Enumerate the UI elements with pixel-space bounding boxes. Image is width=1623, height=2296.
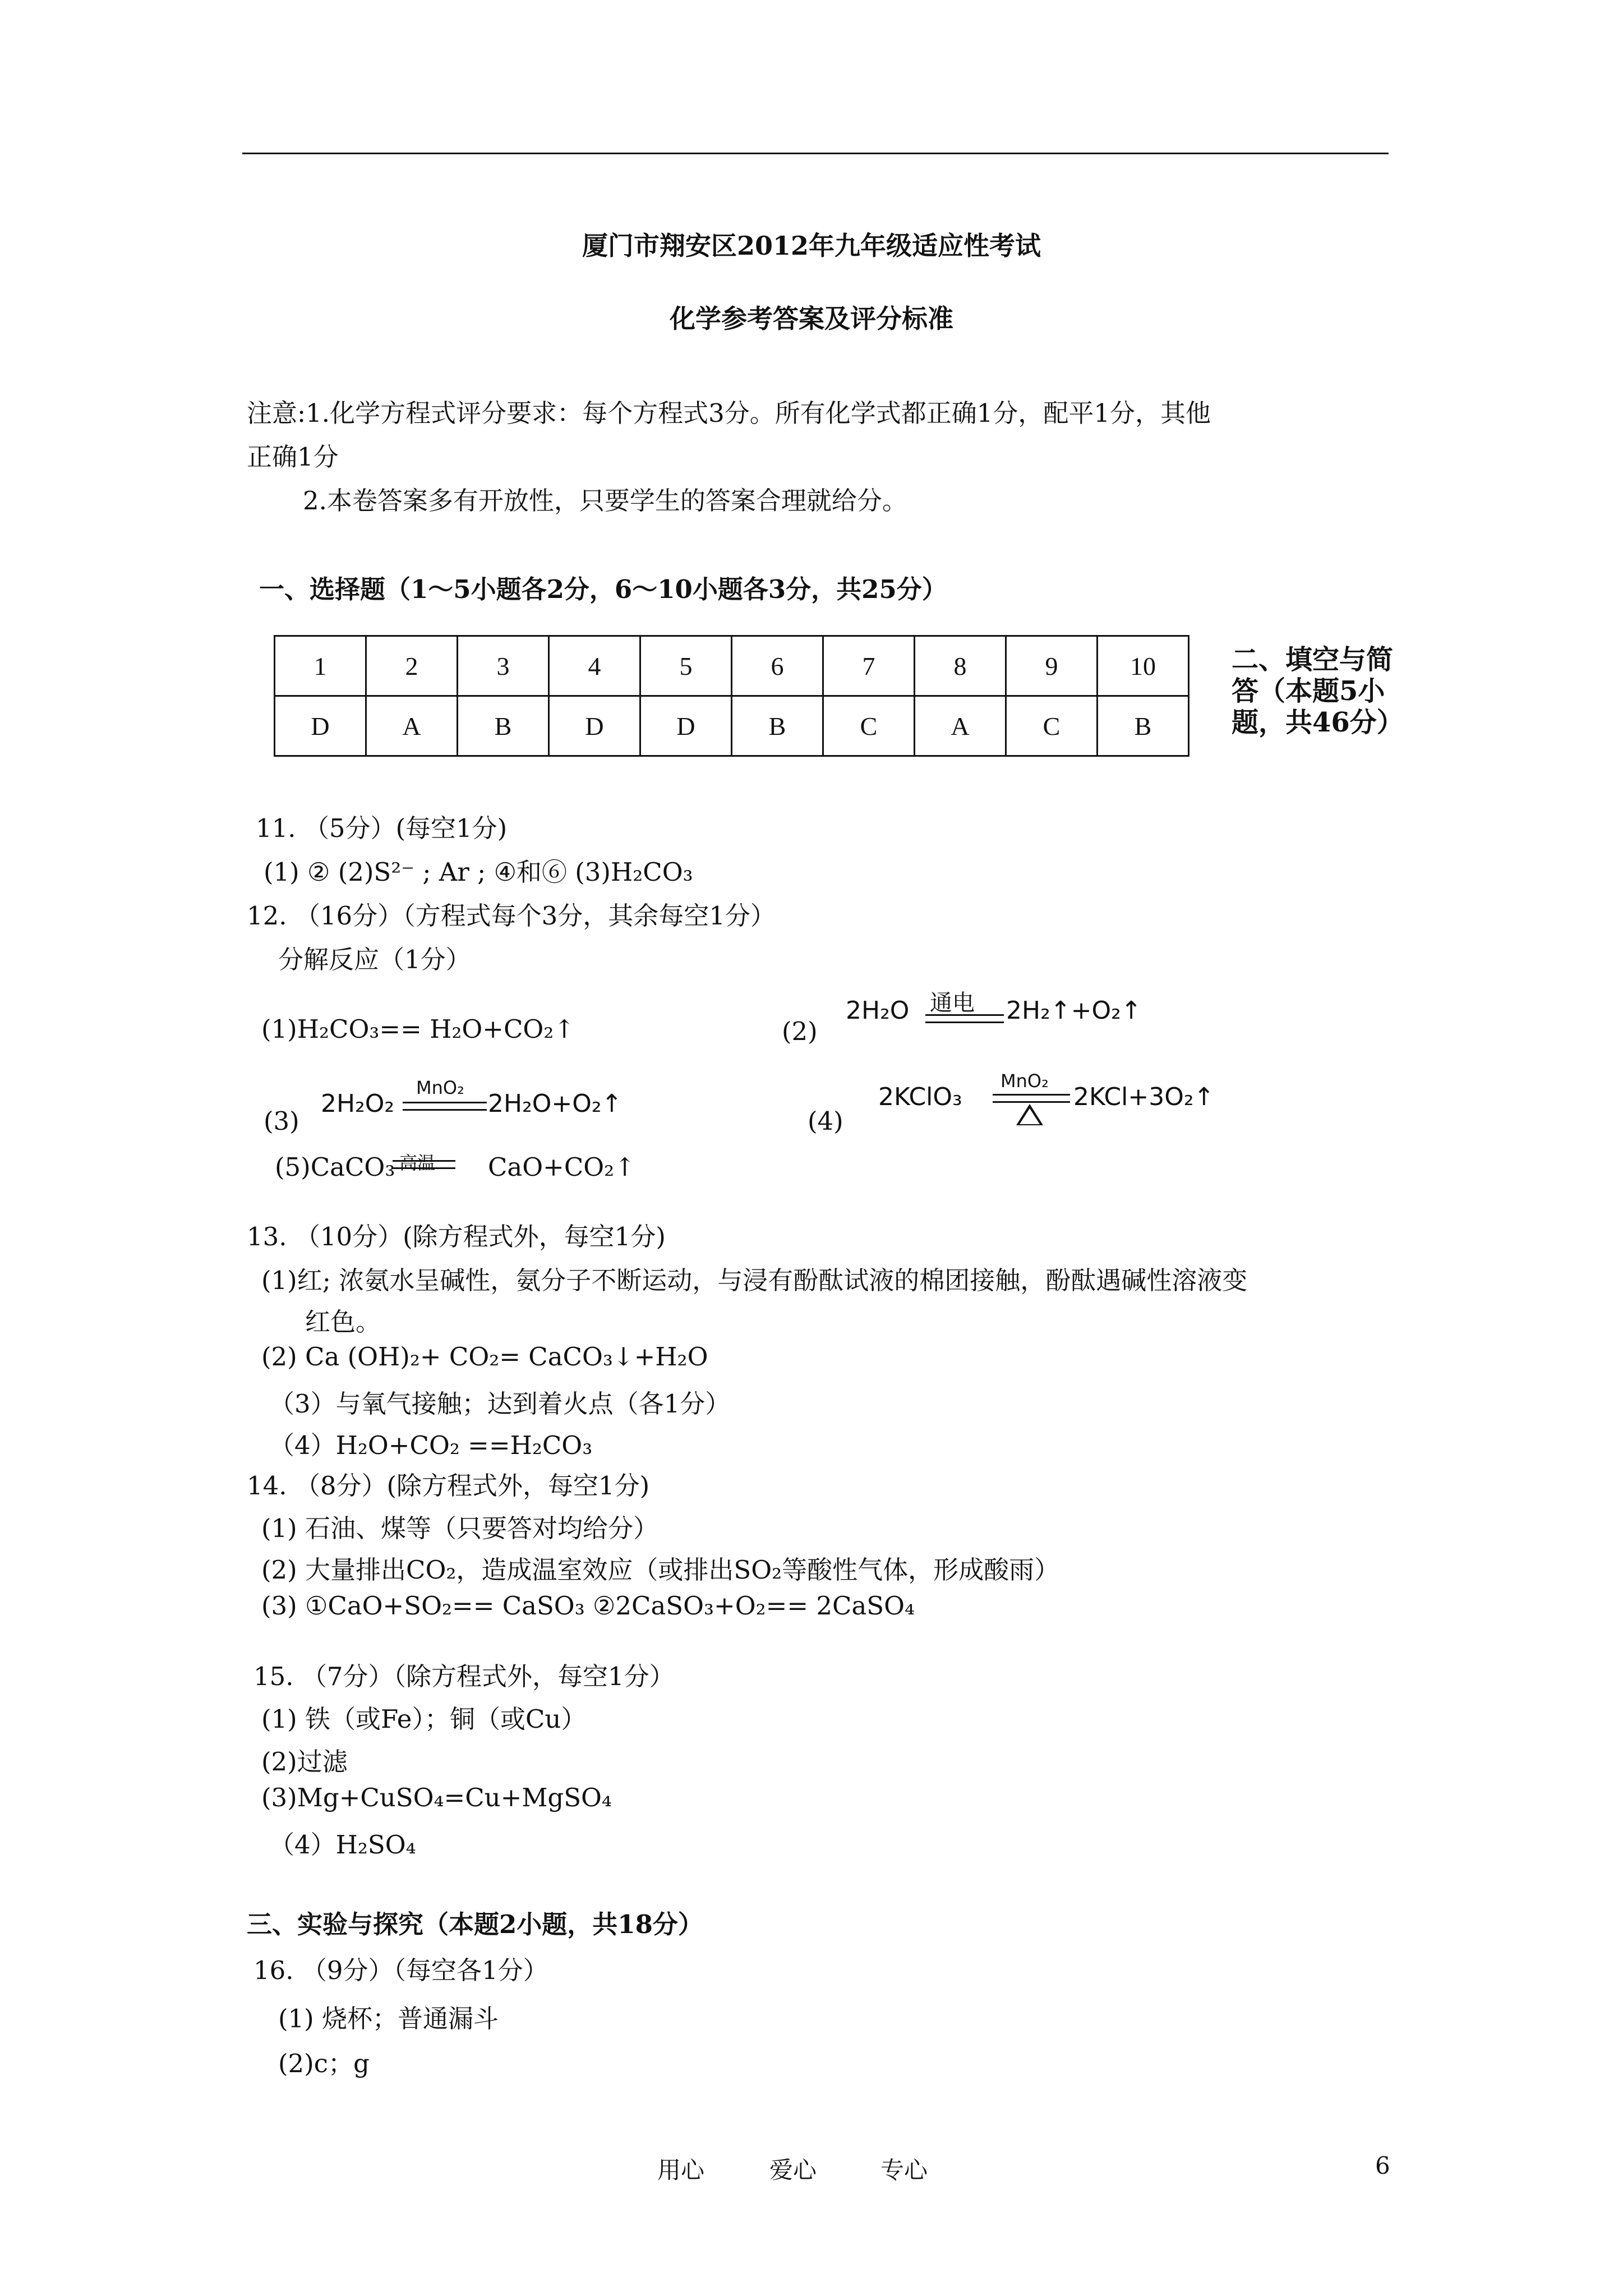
q12-eq5-condition: 高温	[399, 1152, 436, 1174]
q12-head: 12. （16分）（方程式每个3分，其余每空1分）	[247, 901, 776, 931]
reaction-arrow-icon	[393, 1160, 455, 1169]
reaction-arrow-icon	[403, 1102, 487, 1111]
q12-eq2-condition: 通电	[930, 990, 975, 1016]
q15-line4: （4）H₂SO₄	[269, 1830, 416, 1860]
q12-eq2-right: 2H₂↑+O₂↑	[1006, 996, 1142, 1025]
note-line-1: 注意:1.化学方程式评分要求：每个方程式3分。所有化学式都正确1分，配平1分，其他	[247, 398, 1211, 428]
table-cell: C	[1006, 696, 1098, 756]
q16-line1: (1) 烧杯；普通漏斗	[278, 2004, 499, 2033]
q12-eq4-right: 2KCl+3O₂↑	[1073, 1083, 1215, 1111]
table-cell: 8	[915, 636, 1006, 696]
q13-head: 13. （10分）(除方程式外，每空1分)	[247, 1222, 666, 1251]
q12-eq5-right: CaO+CO₂↑	[488, 1152, 635, 1182]
footer-motto-1: 用心	[657, 2156, 705, 2184]
heat-triangle-icon	[1016, 1104, 1043, 1125]
q12-eq3-condition: MnO₂	[416, 1077, 464, 1098]
q12-eq5-left: (5)CaCO₃	[275, 1152, 395, 1182]
q12-line0: 分解反应（1分）	[278, 945, 471, 974]
table-row-numbers	[275, 636, 1189, 696]
table-cell: 1	[275, 636, 366, 696]
table-cell: D	[549, 696, 640, 756]
table-cell: A	[366, 696, 458, 756]
q13-line1: (1)红; 浓氨水呈碱性，氨分子不断运动，与浸有酚酞试液的棉团接触，酚酞遇碱性溶液变	[261, 1266, 1248, 1295]
table-cell: D	[640, 696, 732, 756]
header-rule	[242, 153, 1389, 154]
section2-heading: 二、填空与简答（本题5小题，共46分）	[1232, 644, 1404, 738]
table-cell: 3	[458, 636, 549, 696]
q11-line: (1) ② (2)S²⁻ ; Ar ; ④和⑥ (3)H₂CO₃	[264, 857, 693, 887]
footer-motto-2: 爱心	[769, 2156, 817, 2184]
q12-eq3-label: (3)	[264, 1106, 299, 1136]
q15-line2: (2)过滤	[261, 1747, 348, 1777]
table-row-answers	[275, 696, 1189, 756]
q12-eq2-left: 2H₂O	[846, 996, 910, 1025]
q15-line1: (1) 铁（或Fe）；铜（或Cu）	[261, 1704, 587, 1734]
table-cell: 5	[640, 636, 732, 696]
q13-line1b: 红色。	[305, 1307, 381, 1337]
table-cell: A	[915, 696, 1006, 756]
table-cell: 9	[1006, 636, 1098, 696]
note-line-1b: 正确1分	[247, 442, 339, 472]
document-title: 厦门市翔安区2012年九年级适应性考试	[582, 231, 1041, 261]
q16-line2: (2)c；g	[278, 2049, 370, 2078]
table-cell: 2	[366, 636, 458, 696]
q12-eq3-right: 2H₂O+O₂↑	[488, 1089, 623, 1118]
q13-line3: （3）与氧气接触；达到着火点（各1分）	[269, 1389, 731, 1419]
table-cell: B	[458, 696, 549, 756]
page-number: 6	[1375, 2152, 1390, 2179]
q13-line2: (2) Ca (OH)₂+ CO₂= CaCO₃↓+H₂O	[261, 1342, 708, 1372]
table-cell: B	[1098, 696, 1189, 756]
q12-eq4-condition: MnO₂	[1000, 1070, 1049, 1092]
footer-motto-3: 专心	[880, 2156, 928, 2184]
q14-head: 14. （8分）(除方程式外，每空1分)	[247, 1471, 650, 1501]
table-cell: 6	[732, 636, 823, 696]
section3-heading: 三、实验与探究（本题2小题，共18分）	[247, 1910, 703, 1939]
q14-line2: (2) 大量排出CO₂，造成温室效应（或排出SO₂等酸性气体，形成酸雨）	[261, 1555, 1060, 1585]
q12-eq3-left: 2H₂O₂	[321, 1089, 394, 1118]
q12-eq4-left: 2KClO₃	[878, 1083, 962, 1111]
table-cell: 7	[823, 636, 915, 696]
answer-table	[274, 635, 1189, 757]
reaction-arrow-icon	[993, 1094, 1070, 1103]
table-cell: D	[275, 696, 366, 756]
reaction-arrow-icon	[925, 1014, 1004, 1023]
q14-line1: (1) 石油、煤等（只要答对均给分）	[261, 1513, 659, 1543]
note-line-2: 2.本卷答案多有开放性，只要学生的答案合理就给分。	[303, 486, 907, 516]
q13-line4: （4）H₂O+CO₂ ==H₂CO₃	[269, 1430, 593, 1460]
table-cell: C	[823, 696, 915, 756]
section1-heading: 一、选择题（1～5小题各2分，6～10小题各3分，共25分）	[259, 574, 947, 604]
q12-eq1: (1)H₂CO₃== H₂O+CO₂↑	[261, 1014, 575, 1044]
table-cell: B	[732, 696, 823, 756]
table-cell: 4	[549, 636, 640, 696]
q16-head: 16. （9分）（每空各1分）	[253, 1955, 548, 1985]
q15-head: 15. （7分）（除方程式外，每空1分）	[253, 1662, 675, 1691]
q15-line3: (3)Mg+CuSO₄=Cu+MgSO₄	[261, 1783, 612, 1812]
document-subtitle: 化学参考答案及评分标准	[670, 303, 953, 334]
q11-head: 11. （5分）(每空1分)	[256, 813, 508, 843]
q12-eq4-label: (4)	[808, 1106, 843, 1136]
table-cell: 10	[1098, 636, 1189, 696]
q12-eq2-label: (2)	[782, 1016, 818, 1046]
q14-line3: (3) ①CaO+SO₂== CaSO₃ ②2CaSO₃+O₂== 2CaSO₄	[261, 1591, 915, 1621]
